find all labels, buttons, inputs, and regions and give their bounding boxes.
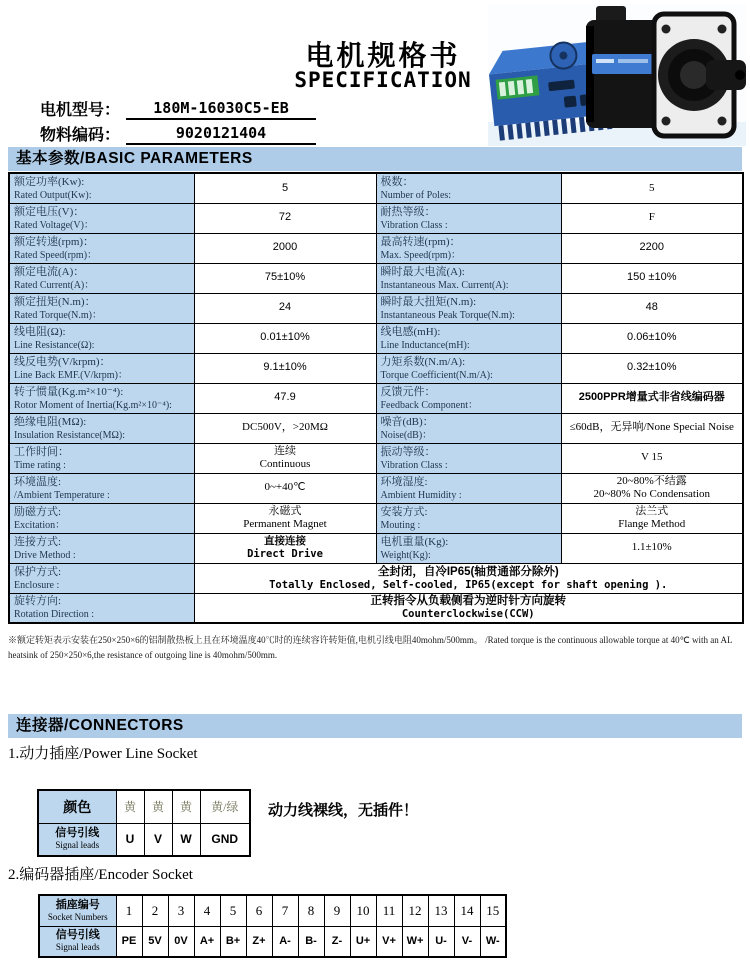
wire-color-cell: 黄 xyxy=(116,790,144,823)
param-label-en: Line Inductance(mH): xyxy=(380,339,470,351)
param-label-cn: 额定扭矩(N.m)： xyxy=(14,295,96,308)
wire-color-cell: 黄 xyxy=(172,790,200,823)
power-wire-note: 动力线裸线，无插件！ xyxy=(268,802,419,819)
param-value-cell xyxy=(194,353,376,383)
param-value-line1: 5 xyxy=(281,181,289,194)
socket-number-cell: 9 xyxy=(324,895,350,926)
param-value-line1: ≤60dB，无异响/None Special Noise xyxy=(569,421,734,434)
encoder-lead-row xyxy=(39,926,506,957)
param-label-en: Drive Method : xyxy=(14,549,76,561)
param-value-line1: 永磁式 xyxy=(268,504,302,517)
param-label-cn: 保护方式: xyxy=(14,565,62,578)
param-label-en: Line Resistance(Ω): xyxy=(14,339,95,351)
param-label-cell xyxy=(9,563,194,593)
power-lead-cell: V xyxy=(144,823,172,856)
socket-number-cell: 2 xyxy=(142,895,168,926)
param-value-line1: 150 ±10% xyxy=(627,271,677,284)
material-code-row xyxy=(40,121,316,145)
param-label-cell xyxy=(376,323,561,353)
param-label-en: Rated Output(Kw): xyxy=(14,189,92,201)
param-label-cell xyxy=(376,263,561,293)
power-lead-cell: U xyxy=(116,823,144,856)
param-value-line1: 48 xyxy=(645,301,658,314)
param-value-cell xyxy=(561,293,743,323)
param-value-cell xyxy=(194,203,376,233)
power-lead-cell: W xyxy=(172,823,200,856)
param-label-en: Time rating : xyxy=(14,459,66,471)
param-label-cn: 线电阻(Ω): xyxy=(14,325,66,338)
encoder-lead-cell: Z- xyxy=(324,926,350,957)
param-value-cell xyxy=(194,563,743,593)
param-value-line2: Direct Drive xyxy=(247,548,323,560)
param-value-cell xyxy=(561,503,743,533)
param-label-en: Rated Voltage(V)： xyxy=(14,219,94,231)
param-label-cell xyxy=(376,383,561,413)
param-value-line1: 1.1±10% xyxy=(631,541,672,554)
param-label-cn: 极数： xyxy=(380,175,414,188)
param-value-line2: Totally Enclosed, Self-cooled, IP65(except for shaft opening ). xyxy=(269,578,668,591)
param-value-line1: 9.1±10% xyxy=(263,361,307,374)
param-label-cell xyxy=(9,593,194,623)
param-value-cell xyxy=(561,263,743,293)
param-label-cell xyxy=(9,323,194,353)
param-value-line1: V 15 xyxy=(641,451,663,464)
param-value-line1: 0~+40℃ xyxy=(264,481,306,494)
color-label-cell: 颜色 xyxy=(38,790,116,823)
signal-leads-label-cn: 信号引线 xyxy=(55,827,100,840)
param-value-cell xyxy=(561,353,743,383)
param-label-en: Instantaneous Max. Current(A): xyxy=(380,279,509,291)
encoder-lead-cell: A+ xyxy=(194,926,220,957)
param-value-cell xyxy=(561,533,743,563)
param-label-cn: 旋转方向: xyxy=(14,595,62,608)
table-row xyxy=(9,443,743,473)
param-label-en: Torque Coefficient(N.m/A): xyxy=(380,369,493,381)
socket-number-cell: 5 xyxy=(220,895,246,926)
encoder-lead-cell: A- xyxy=(272,926,298,957)
param-value-line1: 连续 xyxy=(274,444,296,457)
param-label-cn: 额定电流(A)： xyxy=(14,265,85,278)
param-value-cell xyxy=(561,443,743,473)
param-label-en: Noise(dB)： xyxy=(380,429,433,441)
param-label-cell xyxy=(9,233,194,263)
param-label-cn: 连接方式: xyxy=(14,535,62,548)
param-label-en: /Ambient Temperature : xyxy=(14,489,110,501)
document-title-cn: 电机规格书 xyxy=(305,40,461,71)
param-value-line2: Continuous xyxy=(259,458,311,470)
param-label-cell xyxy=(9,203,194,233)
param-value-cell xyxy=(561,233,743,263)
param-label-en: Instantaneous Peak Torque(N.m): xyxy=(380,309,515,321)
param-value-line2: Counterclockwise(CCW) xyxy=(401,608,535,621)
param-label-cell xyxy=(9,383,194,413)
param-label-en: Rotor Moment of Inertia(Kg.m²×10⁻⁴): xyxy=(14,399,172,411)
param-value-cell xyxy=(194,323,376,353)
socket-numbers-label-en: Socket Numbers xyxy=(47,911,108,922)
table-row xyxy=(9,263,743,293)
param-label-en: Rated Torque(N.m)： xyxy=(14,309,102,321)
param-label-cell xyxy=(376,173,561,203)
socket-number-cell: 1 xyxy=(116,895,142,926)
param-label-cell xyxy=(9,443,194,473)
param-label-cn: 噪音(dB)： xyxy=(380,415,434,428)
param-label-cell xyxy=(9,353,194,383)
param-label-en: Ambient Humidity : xyxy=(380,489,462,501)
table-row xyxy=(9,533,743,563)
param-label-cn: 环境湿度: xyxy=(380,475,428,488)
param-label-cell xyxy=(376,233,561,263)
param-value-cell xyxy=(194,413,376,443)
signal-leads-label-en: Signal leads xyxy=(55,840,100,851)
param-label-cn: 工作时间： xyxy=(14,445,69,458)
table-row xyxy=(9,203,743,233)
param-label-cn: 额定功率(Kw): xyxy=(14,175,85,188)
table-row-rotation xyxy=(9,593,743,623)
param-value-cell xyxy=(561,383,743,413)
signal-leads-label-cell xyxy=(38,823,116,856)
param-value-cell xyxy=(561,473,743,503)
param-label-en: Rotation Direction : xyxy=(14,609,94,621)
param-label-cn: 线电感(mH): xyxy=(380,325,441,338)
socket-number-cell: 12 xyxy=(402,895,428,926)
socket-number-cell: 7 xyxy=(272,895,298,926)
motor-illustration xyxy=(586,6,746,136)
encoder-lead-cell: 5V xyxy=(142,926,168,957)
table-row xyxy=(9,323,743,353)
param-value-line1: 2500PPR增量式非省线编码器 xyxy=(578,391,725,404)
socket-number-cell: 8 xyxy=(298,895,324,926)
socket-number-cell: 15 xyxy=(480,895,506,926)
table-row-enclosure xyxy=(9,563,743,593)
param-value-line1: 24 xyxy=(278,301,292,314)
encoder-lead-cell: V+ xyxy=(376,926,402,957)
param-value-cell xyxy=(561,173,743,203)
power-color-row xyxy=(38,790,250,823)
param-label-en: Vibration Class : xyxy=(380,459,448,471)
param-value-line1: 直接连接 xyxy=(264,534,306,547)
motor-model-value: 180M-16030C5-EB xyxy=(126,99,316,120)
param-label-cn: 反馈元件： xyxy=(380,385,436,398)
param-value-line1: 2200 xyxy=(639,241,664,254)
param-value-line1: 20~80%不结露 xyxy=(616,474,687,487)
param-label-cell xyxy=(9,173,194,203)
param-label-cell xyxy=(376,293,561,323)
product-photo xyxy=(488,4,746,146)
param-label-cn: 额定电压(V)： xyxy=(14,205,85,218)
param-label-cn: 振动等级： xyxy=(380,445,436,458)
param-value-line1: 0.06±10% xyxy=(627,331,677,344)
material-code-value: 9020121404 xyxy=(126,124,316,145)
param-label-cn: 电机重量(Kg): xyxy=(380,535,449,548)
encoder-lead-cell: V- xyxy=(454,926,480,957)
param-label-cn: 励磁方式: xyxy=(14,505,62,518)
section-header-connectors: 连接器/CONNECTORS xyxy=(8,714,742,738)
param-value-cell xyxy=(194,293,376,323)
basic-parameters-table xyxy=(8,172,744,624)
param-label-en: Rated Speed(rpm)： xyxy=(14,249,98,261)
wire-color-cell: 黄/绿 xyxy=(200,790,250,823)
param-value-line1: 全封闭，自冷IP65(轴贯通部分除外) xyxy=(377,565,559,578)
table-row xyxy=(9,503,743,533)
basic-parameters-full-rows xyxy=(9,563,743,623)
param-label-cell xyxy=(376,443,561,473)
param-label-cn: 瞬时最大扭矩(N.m): xyxy=(380,295,477,308)
param-label-en: Insulation Resistance(MΩ): xyxy=(14,429,126,441)
param-label-cn: 安装方式: xyxy=(380,505,428,518)
socket-numbers-label-cell xyxy=(39,895,116,926)
param-value-line1: DC500V，>20MΩ xyxy=(242,421,328,434)
power-lead-cell: GND xyxy=(200,823,250,856)
param-value-cell xyxy=(194,473,376,503)
param-value-cell xyxy=(194,443,376,473)
param-label-en: Mouting : xyxy=(380,519,421,531)
param-label-cn: 最高转速(rpm)： xyxy=(380,235,461,248)
table-row xyxy=(9,413,743,443)
param-value-line1: 2000 xyxy=(272,241,298,254)
param-value-line1: 法兰式 xyxy=(635,504,669,517)
encoder-socket-table xyxy=(38,894,507,958)
param-label-cell xyxy=(9,413,194,443)
param-label-en: Rated Current(A)： xyxy=(14,279,95,291)
param-label-en: Enclosure : xyxy=(14,579,60,591)
param-value-cell xyxy=(194,593,743,623)
motor-driver-illustration xyxy=(488,4,746,146)
param-value-cell xyxy=(194,503,376,533)
param-label-cell xyxy=(376,503,561,533)
param-value-line1: F xyxy=(648,211,655,224)
wire-color-cell: 黄 xyxy=(144,790,172,823)
param-label-en: Number of Poles: xyxy=(380,189,452,201)
param-label-cn: 耐热等级： xyxy=(380,205,436,218)
param-label-cell xyxy=(9,533,194,563)
param-label-en: Max. Speed(rpm)： xyxy=(380,249,462,261)
encoder-lead-cell: W- xyxy=(480,926,506,957)
param-label-cell xyxy=(9,503,194,533)
encoder-lead-cell: U+ xyxy=(350,926,376,957)
param-label-cell xyxy=(376,353,561,383)
param-value-line1: 正转指令从负载侧看为逆时针方向旋转 xyxy=(370,595,566,608)
encoder-number-row xyxy=(39,895,506,926)
param-label-cell xyxy=(376,473,561,503)
table-row xyxy=(9,473,743,503)
document-title-en: SPECIFICATION xyxy=(294,68,472,92)
param-value-cell xyxy=(194,263,376,293)
signal-leads-label-en: Signal leads xyxy=(55,942,100,953)
motor-model-label: 电机型号： xyxy=(40,102,121,119)
param-label-cn: 瞬时最大电流(A): xyxy=(380,265,465,278)
param-label-cn: 转子惯量(Kg.m²×10⁻⁴): xyxy=(14,385,124,398)
param-value-cell xyxy=(194,233,376,263)
param-label-cn: 力矩系数(N.m/A): xyxy=(380,355,466,368)
param-label-cn: 额定转速(rpm)： xyxy=(14,235,95,248)
socket-number-cell: 3 xyxy=(168,895,194,926)
socket-number-cell: 6 xyxy=(246,895,272,926)
param-label-cell xyxy=(9,293,194,323)
table-row xyxy=(9,173,743,203)
param-label-cn: 绝缘电阻(MΩ): xyxy=(14,415,87,428)
param-value-line1: 72 xyxy=(278,211,292,224)
encoder-lead-cell: U- xyxy=(428,926,454,957)
section-header-basic-parameters: 基本参数/BASIC PARAMETERS xyxy=(8,147,742,171)
param-value-line1: 47.9 xyxy=(274,391,296,404)
param-label-cell xyxy=(376,413,561,443)
encoder-lead-cell: PE xyxy=(116,926,142,957)
param-value-line1: 75±10% xyxy=(264,271,306,284)
param-value-cell xyxy=(561,413,743,443)
socket-number-cell: 14 xyxy=(454,895,480,926)
socket-numbers-label-cn: 插座编号 xyxy=(55,898,100,911)
param-label-cell xyxy=(9,263,194,293)
socket-number-cell: 4 xyxy=(194,895,220,926)
param-label-cell xyxy=(376,533,561,563)
param-value-cell xyxy=(194,173,376,203)
param-value-line2: 20~80% No Condensation xyxy=(593,488,711,500)
param-label-en: Excitation： xyxy=(14,519,66,531)
param-value-line2: Permanent Magnet xyxy=(243,518,327,530)
encoder-lead-cell: B- xyxy=(298,926,324,957)
param-label-cn: 线反电势(V/krpm)： xyxy=(14,355,111,368)
param-value-line1: 0.32±10% xyxy=(627,361,677,374)
table-row xyxy=(9,383,743,413)
basic-parameters-rows xyxy=(9,173,743,563)
power-lead-row xyxy=(38,823,250,856)
param-value-line1: 0.01±10% xyxy=(260,331,310,344)
encoder-lead-cell: B+ xyxy=(220,926,246,957)
param-label-cell xyxy=(9,473,194,503)
table-row xyxy=(9,293,743,323)
socket-number-cell: 11 xyxy=(376,895,402,926)
motor-model-row xyxy=(40,96,316,120)
table-row xyxy=(9,353,743,383)
param-label-cell xyxy=(376,203,561,233)
signal-leads-label-cn: 信号引线 xyxy=(55,929,100,942)
material-code-label: 物料编码： xyxy=(40,127,121,144)
param-label-en: Line Back EMF.(V/krpm)： xyxy=(14,369,128,381)
table-row xyxy=(9,233,743,263)
param-value-cell xyxy=(561,323,743,353)
param-label-cn: 环境温度: xyxy=(14,475,62,488)
param-label-en: Weight(Kg): xyxy=(380,549,431,561)
socket-number-cell: 10 xyxy=(350,895,376,926)
encoder-lead-cell: Z+ xyxy=(246,926,272,957)
param-value-cell xyxy=(194,383,376,413)
encoder-lead-cell: W+ xyxy=(402,926,428,957)
param-value-cell xyxy=(194,533,376,563)
encoder-lead-cell: 0V xyxy=(168,926,194,957)
param-value-cell xyxy=(561,203,743,233)
param-label-en: Feedback Component： xyxy=(380,399,478,411)
power-socket-heading: 1.动力插座/Power Line Socket xyxy=(8,746,198,762)
param-label-en: Vibration Class : xyxy=(380,219,448,231)
param-value-line1: 5 xyxy=(649,181,655,194)
encoder-socket-heading: 2.编码器插座/Encoder Socket xyxy=(8,867,193,883)
socket-number-cell: 13 xyxy=(428,895,454,926)
power-socket-table xyxy=(37,789,251,857)
rated-torque-footnote: ※额定转矩表示安装在250×250×6的铝制散热板上且在环境温度40℃时的连续容许转矩值,电机引线电阻40mohm/500mm。 /Rated torque is the continuous allowable torque at 40℃ with an AL heatsink of 250×250×6,the resistance of outgoing line is 40mohm/500mm. xyxy=(8,635,733,660)
param-value-line2: Flange Method xyxy=(618,518,686,530)
signal-leads-label-cell xyxy=(39,926,116,957)
